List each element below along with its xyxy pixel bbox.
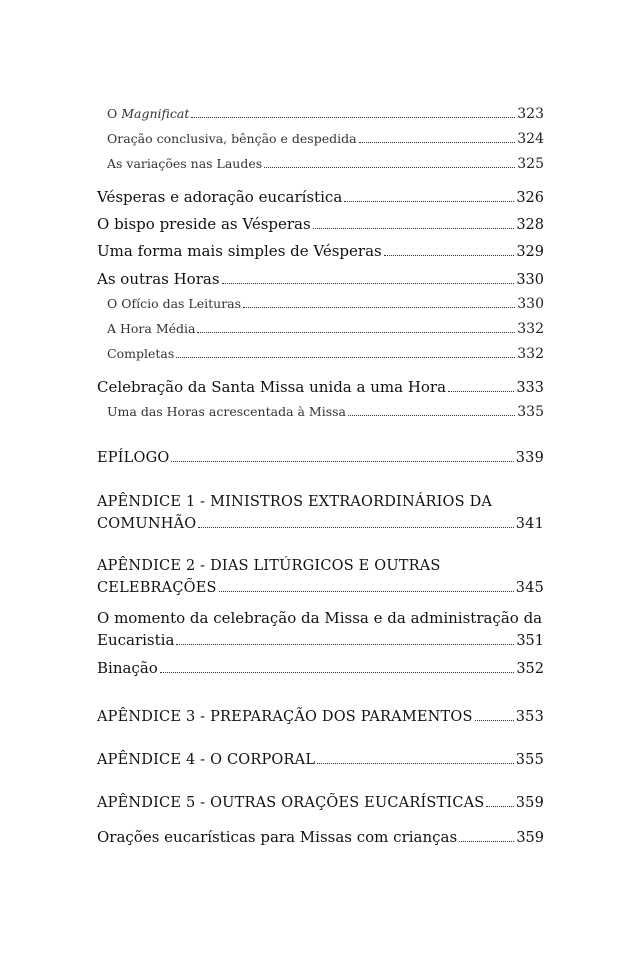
toc-entry [97, 450, 544, 466]
dot-leader [219, 591, 514, 592]
toc-page-number: 326 [516, 190, 544, 206]
toc-entry [107, 156, 544, 172]
toc-entry-label: Binação [97, 659, 158, 677]
toc-entry [107, 404, 544, 420]
toc-entry-first-line: APÊNDICE 1 - MINISTROS EXTRAORDINÁRIOS DA [97, 494, 493, 510]
toc-page-number: 353 [515, 709, 544, 725]
toc-page-number: 330 [517, 296, 544, 312]
toc-entry-label: APÊNDICE 4 - O CORPORAL [97, 752, 316, 768]
dot-leader [359, 142, 516, 143]
dot-leader [348, 415, 515, 416]
toc-entry [97, 378, 544, 396]
toc-page-number: 341 [515, 516, 544, 532]
toc-entry-label: As variações nas Laudes [107, 156, 263, 171]
dot-leader [475, 720, 514, 721]
toc-entry [97, 270, 544, 288]
toc-entry [107, 296, 544, 312]
toc-entry [107, 321, 544, 337]
toc-entry-first-line: APÊNDICE 2 - DIAS LITÚRGICOS E OUTRAS [97, 558, 441, 574]
dot-leader [160, 672, 515, 673]
dot-leader [459, 841, 514, 842]
toc-entry [97, 752, 544, 768]
toc-page-number: 359 [515, 795, 544, 811]
dot-leader [191, 117, 515, 118]
toc-page-number: 332 [517, 346, 544, 362]
toc-entry-label: EPÍLOGO [97, 450, 170, 466]
dot-leader [197, 332, 515, 333]
toc-page-number: 323 [517, 106, 544, 122]
toc-entry [97, 215, 544, 233]
toc-entry [107, 106, 544, 122]
toc-entry [97, 580, 544, 596]
toc-entry-label: APÊNDICE 5 - OUTRAS ORAÇÕES EUCARÍSTICAS [97, 795, 485, 811]
dot-leader [448, 391, 514, 392]
toc-entry-label: Orações eucarísticas para Missas com crianças [97, 828, 458, 846]
toc-entry-label: O bispo preside as Vésperas [97, 215, 311, 233]
toc-page-number: 351 [516, 633, 544, 649]
dot-leader [486, 806, 513, 807]
toc-page-number: 339 [515, 450, 544, 466]
toc-page-number: 355 [515, 752, 544, 768]
dot-leader [317, 763, 514, 764]
toc-entry-first-line: O momento da celebração da Missa e da administração da [97, 609, 543, 627]
toc-entry-label: As outras Horas [97, 270, 220, 288]
toc-entry [97, 828, 544, 846]
toc-entry-label: Celebração da Santa Missa unida a uma Hora [97, 378, 447, 396]
toc-page-number: 328 [516, 217, 544, 233]
toc-entry-label: Uma forma mais simples de Vésperas [97, 242, 382, 260]
dot-leader [264, 167, 515, 168]
toc-entry-label: Vésperas e adoração eucarística [97, 188, 343, 206]
toc-entry [97, 516, 544, 532]
toc-entry [97, 659, 544, 677]
toc-entry-label: O Magnificat [107, 106, 190, 121]
toc-entry [97, 188, 544, 206]
toc-page-number: 330 [516, 272, 544, 288]
toc-entry [97, 631, 544, 649]
toc-entry-label: COMUNHÃO [97, 516, 197, 532]
dot-leader [313, 228, 515, 229]
toc-entry-label: Eucaristia [97, 631, 175, 649]
toc-page-number: 333 [516, 380, 544, 396]
toc-page-number: 335 [517, 404, 544, 420]
toc-entry [97, 709, 544, 725]
toc-entry-label: Oração conclusiva, bênção e despedida [107, 131, 357, 146]
toc-page-number: 329 [516, 244, 544, 260]
toc-entry-label: CELEBRAÇÕES [97, 580, 217, 596]
toc-page-number: 332 [517, 321, 544, 337]
toc-entry [107, 131, 544, 147]
dot-leader [198, 527, 513, 528]
dot-leader [243, 307, 515, 308]
toc-page-number: 352 [516, 661, 544, 677]
dot-leader [222, 283, 515, 284]
toc-entry-label: Uma das Horas acrescentada à Missa [107, 404, 346, 419]
dot-leader [344, 201, 514, 202]
toc-entry [107, 346, 544, 362]
dot-leader [171, 461, 513, 462]
toc-entry-label: APÊNDICE 3 - PREPARAÇÃO DOS PARAMENTOS [97, 709, 473, 725]
toc-page-number: 325 [517, 156, 544, 172]
dot-leader [176, 357, 515, 358]
toc-page-number: 324 [517, 131, 544, 147]
toc-entry-label: A Hora Média [107, 321, 196, 336]
dot-leader [176, 644, 514, 645]
toc-page-number: 345 [515, 580, 544, 596]
toc-page-number: 359 [516, 830, 544, 846]
toc-entry-label: Completas [107, 346, 175, 361]
toc-entry [97, 242, 544, 260]
table-of-contents [97, 0, 544, 960]
dot-leader [384, 255, 515, 256]
toc-entry [97, 795, 544, 811]
toc-entry-label: O Ofício das Leituras [107, 296, 242, 311]
